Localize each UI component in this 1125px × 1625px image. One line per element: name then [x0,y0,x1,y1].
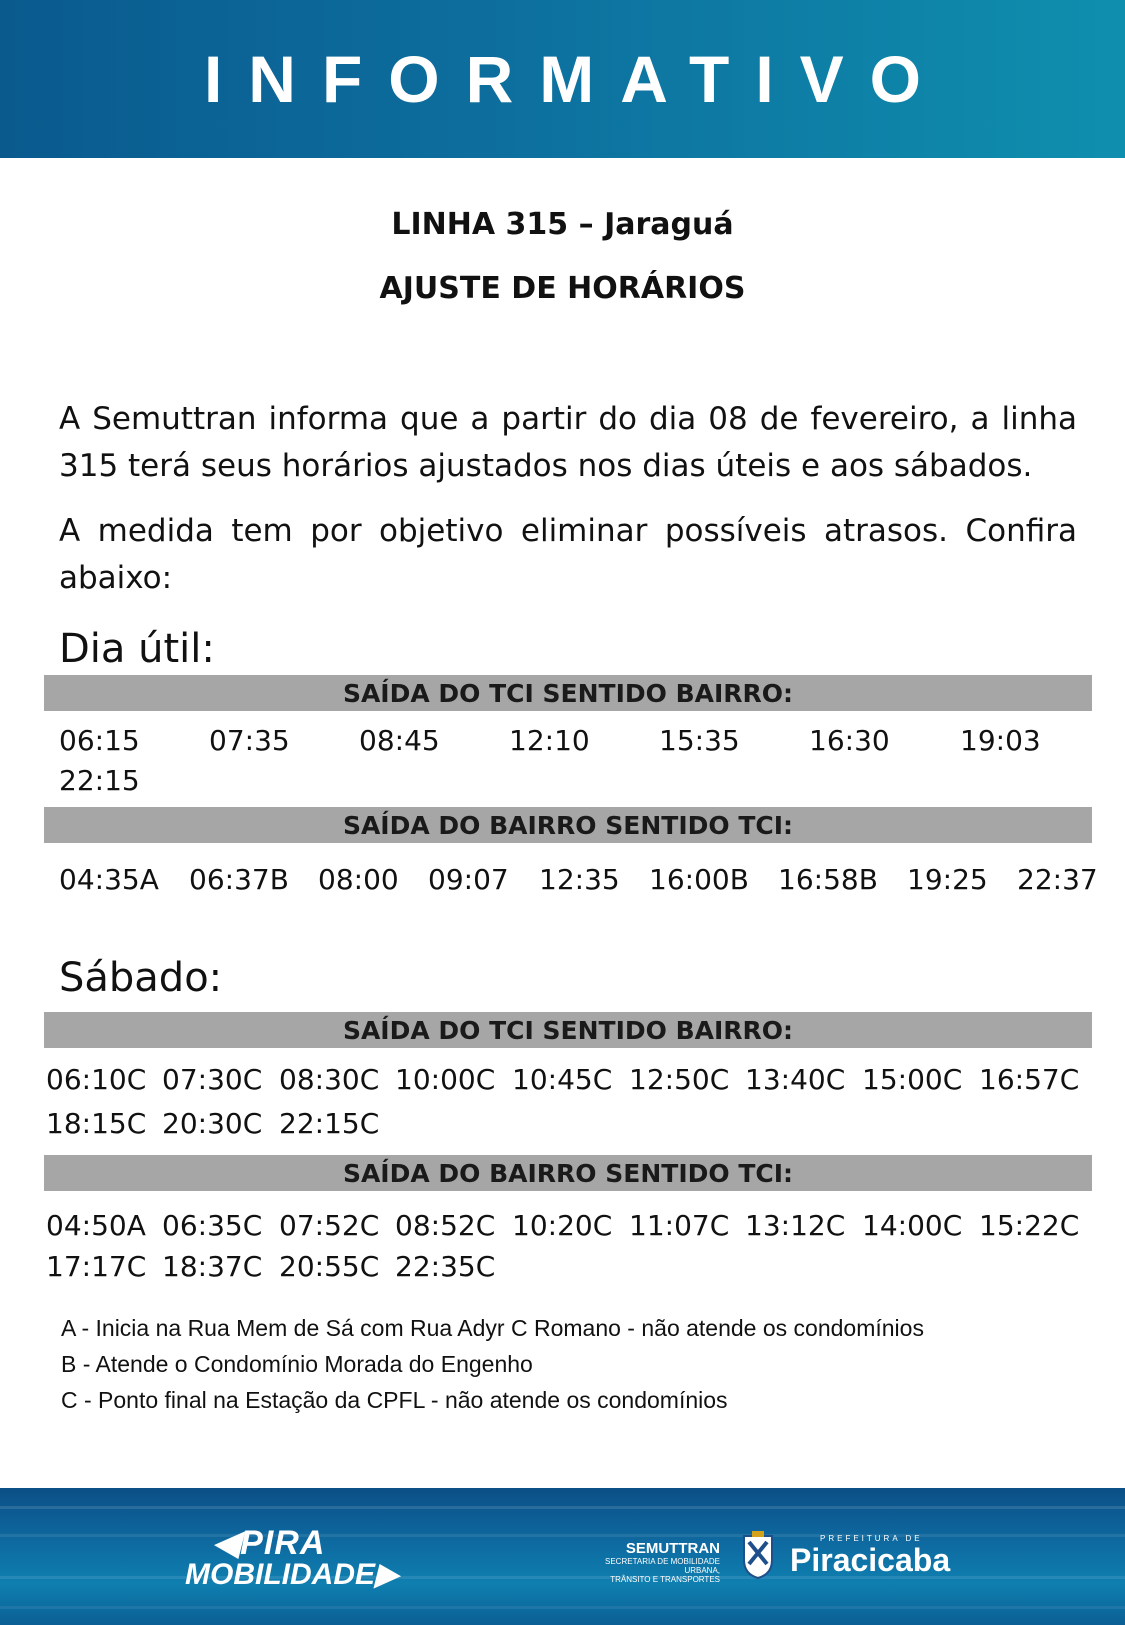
objective-paragraph: A medida tem por objetivo eliminar possíveis atrasos. Confira abaixo: [59,513,1077,596]
time-cell: 20:55C [279,1250,380,1283]
semuttran-subtitle-1: SECRETARIA DE MOBILIDADE URBANA, [605,1557,720,1575]
time-cell: 22:15 [59,764,140,797]
time-cell: 06:10C [46,1063,147,1096]
saturday-to-tci-heading: SAÍDA DO BAIRRO SENTIDO TCI: [44,1155,1092,1191]
pira-mobilidade-logo [185,1524,399,1592]
time-cell: 08:45 [359,724,440,757]
time-cell: 22:15C [279,1107,380,1140]
time-cell: 06:15 [59,724,140,757]
time-cell: 17:17C [46,1250,147,1283]
prefeitura-label: PREFEITURA DE [820,1534,923,1543]
time-cell: 16:57C [979,1063,1080,1096]
time-cell: 13:40C [745,1063,846,1096]
time-cell: 15:00C [862,1063,963,1096]
time-cell: 11:07C [629,1209,730,1242]
semuttran-subtitle-2: TRÂNSITO E TRANSPORTES [610,1575,720,1584]
time-cell: 19:25 [907,863,988,896]
header-title: INFORMATIVO [203,42,948,116]
footnotes [61,1310,924,1418]
time-cell: 20:30C [162,1107,263,1140]
time-cell: 07:52C [279,1209,380,1242]
semuttran-name: SEMUTTRAN [625,1540,720,1557]
time-cell: 10:00C [395,1063,496,1096]
arrow-left-icon: ◀ [213,1524,241,1562]
time-cell: 10:20C [512,1209,613,1242]
time-cell: 04:35A [59,863,159,896]
time-cell: 19:03 [960,724,1041,757]
city-crest-icon [740,1530,776,1580]
intro-paragraph: A Semuttran informa que a partir do dia 08 de fevereiro, a linha 315 terá seus horários ajustados nos dias úteis e aos sábados. [59,401,1077,484]
weekday-title: Dia útil: [59,626,215,672]
pira-logo-bottom: MOBILIDADE [185,1558,375,1591]
time-cell: 12:10 [509,724,590,757]
time-cell: 08:52C [395,1209,496,1242]
city-name: Piracicaba [790,1542,951,1578]
time-cell: 16:00B [649,863,749,896]
footnote-a: A - Inicia na Rua Mem de Sá com Rua Adyr C Romano - não atende os condomínios [61,1315,924,1341]
time-cell: 07:35 [209,724,290,757]
footnote-b: B - Atende o Condomínio Morada do Engenho [61,1351,533,1377]
time-cell: 12:35 [539,863,620,896]
footer-banner [0,1488,1125,1625]
time-cell: 16:30 [809,724,890,757]
saturday-to-bairro-heading: SAÍDA DO TCI SENTIDO BAIRRO: [44,1012,1092,1048]
time-cell: 18:37C [162,1250,263,1283]
prefeitura-logo [790,1534,950,1577]
line-title: LINHA 315 – Jaraguá [391,207,734,242]
weekday-to-tci-heading: SAÍDA DO BAIRRO SENTIDO TCI: [44,807,1092,843]
saturday-title: Sábado: [59,955,223,1001]
footnote-c: C - Ponto final na Estação da CPFL - não atende os condomínios [61,1387,728,1413]
header-banner [0,0,1125,158]
time-cell: 07:30C [162,1063,263,1096]
time-cell: 06:35C [162,1209,263,1242]
time-cell: 12:50C [629,1063,730,1096]
time-cell: 15:22C [979,1209,1080,1242]
semuttran-logo [578,1540,720,1584]
time-cell: 15:35 [659,724,740,757]
time-cell: 10:45C [512,1063,613,1096]
time-cell: 04:50A [46,1209,146,1242]
time-cell: 22:35C [395,1250,496,1283]
time-cell: 16:58B [778,863,878,896]
time-cell: 22:37 [1017,863,1098,896]
subtitle: AJUSTE DE HORÁRIOS [379,271,746,306]
time-cell: 18:15C [46,1107,147,1140]
time-cell: 08:00 [318,863,399,896]
time-cell: 06:37B [189,863,289,896]
weekday-to-bairro-heading: SAÍDA DO TCI SENTIDO BAIRRO: [44,675,1092,711]
time-cell: 09:07 [428,863,509,896]
time-cell: 08:30C [279,1063,380,1096]
time-cell: 13:12C [745,1209,846,1242]
time-cell: 14:00C [862,1209,963,1242]
pira-logo-top: PIRA [240,1524,326,1562]
arrow-right-icon: ▶ [375,1558,399,1591]
